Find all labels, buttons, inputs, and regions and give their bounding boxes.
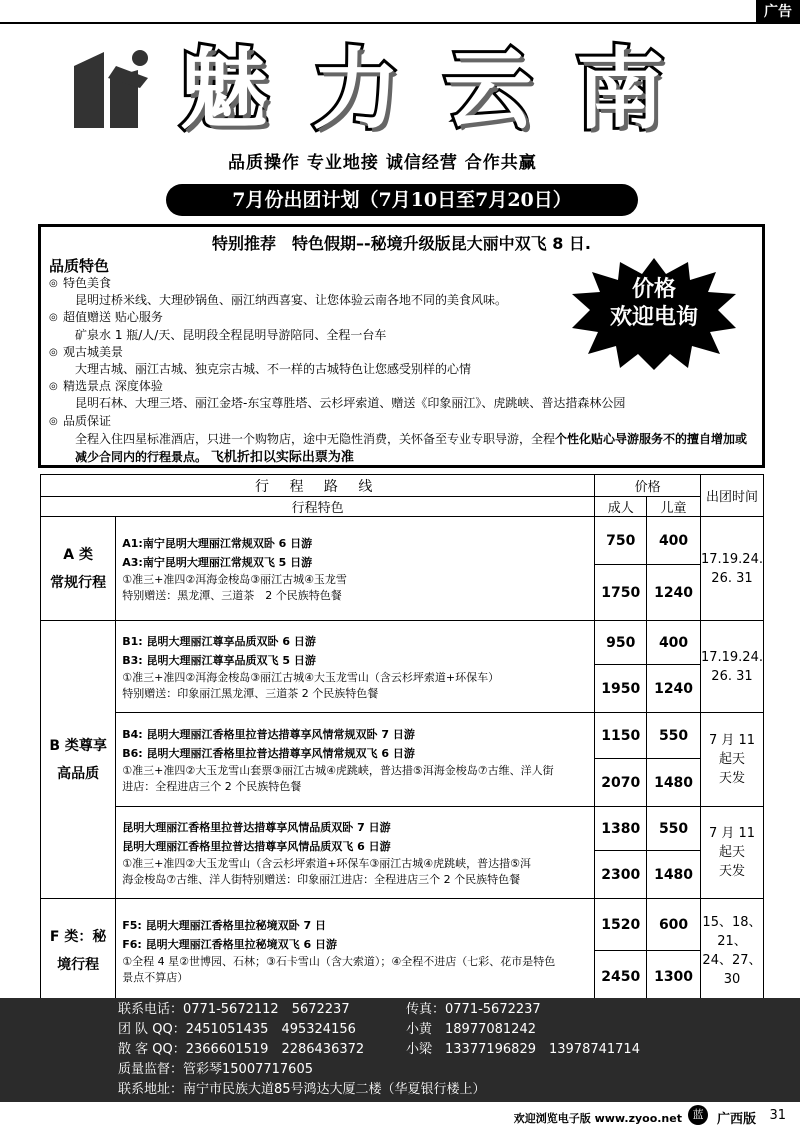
price-child: 1300 (647, 951, 701, 1003)
price-adult: 750 (595, 517, 647, 565)
top-rule (0, 22, 758, 24)
price-child: 1240 (647, 565, 701, 621)
price-adult: 1150 (595, 713, 647, 759)
price-adult: 2300 (595, 851, 647, 899)
price-adult: 2070 (595, 759, 647, 807)
feature-desc: 昆明石林、大理三塔、丽江金塔-东宝尊胜塔、云杉坪索道、赠送《印象丽江》、虎跳峡、普达措森林公园 (75, 396, 626, 411)
category-b: B 类尊享 高品质 (41, 621, 116, 899)
price-child: 1480 (647, 759, 701, 807)
price-adult: 1380 (595, 807, 647, 851)
feature-title: ◎ 超值赠送 贴心服务 (49, 309, 759, 326)
website-text: 欢迎浏览电子版 www.zyoo.net (513, 1112, 682, 1125)
category-f: F 类：秘 境行程 (41, 899, 116, 1003)
price-adult: 950 (595, 621, 647, 665)
departure-dates: 17.19.24. 26. 31 (700, 621, 763, 713)
company-logo (68, 48, 158, 132)
departure-dates: 7 月 11 起天 天发 (700, 713, 763, 807)
contact-supervisor-row: 质量监督：管彩琴15007717605 (118, 1062, 313, 1077)
brand-title: 魅力云南 (180, 38, 709, 141)
price-call-text: 价格 欢迎电询 (609, 277, 698, 330)
price-child: 1480 (647, 851, 701, 899)
edition-label: 广西版 (716, 1112, 756, 1127)
contact-footer (0, 998, 800, 1102)
plan-title: 7月份出团计划（7月10日至7月20日） (166, 184, 638, 216)
feature-title: ◎ 品质保证 (49, 413, 759, 430)
page-number: 31 (769, 1108, 786, 1123)
route-cell: F5: 昆明大理丽江香格里拉秘境双卧 7 日 F6: 昆明大理丽江香格里拉秘境双飞 6 日游 ①全程 4 星②世博园、石林；③石卡雪山（含大索道）；④全程不进店（七彩、花市是特色 景点不算店） (116, 899, 595, 1003)
feature-desc: 昆明过桥米线、大理砂锅鱼、丽江纳西喜宴、让您体验云南各地不同的美食风味。 (75, 293, 508, 308)
edition-icon: 蓝 (688, 1105, 708, 1125)
ad-tag: 广告 (756, 0, 800, 24)
contact-address-row: 联系地址：南宁市民族大道85号鸿达大厦二楼（华夏银行楼上） (118, 1082, 486, 1097)
header-date: 出团时间 (700, 475, 763, 517)
route-cell: B4: 昆明大理丽江香格里拉普达措尊享风情常规双卧 7 日游 B6: 昆明大理丽江香格里拉普达措尊享风情常规双飞 6 日游 ①准三+准四②大玉龙雪山套票③丽江古城④虎跳峡，普达措⑤洱海金梭岛⑦古维、洋人街 进店：全程进店三个 2 个民族特色餐 (116, 713, 595, 807)
price-adult: 1750 (595, 565, 647, 621)
header-adult: 成人 (595, 497, 647, 517)
route-cell: B1: 昆明大理丽江尊享品质双卧 6 日游 B3: 昆明大理丽江尊享品质双飞 5 日游 ①准三+准四②洱海金梭岛③丽江古城④大玉龙雪山（含云杉坪索道+环保车） 特别赠送：印象丽江黑龙潭、三道茶 2 个民族特色餐 (116, 621, 595, 713)
contact-team-qq-row: 团 队 QQ：2451051435 495324156 小黄 18977081242 (118, 1022, 536, 1037)
price-child: 400 (647, 517, 701, 565)
price-adult: 1950 (595, 665, 647, 713)
price-child: 400 (647, 621, 701, 665)
feature-title: ◎ 精选景点 深度体验 (49, 378, 759, 395)
contact-fit-qq-row: 散 客 QQ：2366601519 2286436372 小梁 13377196829 13978741714 (118, 1042, 640, 1057)
header-price: 价格 (595, 475, 701, 497)
feature-desc: 大理古城、丽江古城、独克宗古城、不一样的古城特色让您感受别样的心情 (75, 362, 472, 377)
warranty-text: 全程入住四星标准酒店，只进一个购物店，途中无隐性消费，关怀备至专业专职导游，全程个性化贴心导游服务不的擅自增加或减少合同内的行程景点。 飞机折扣以实际出票为准 (75, 431, 748, 465)
feature-desc: 矿泉水 1 瓶/人/天、昆明段全程昆明导游陪同、全程一台车 (75, 327, 387, 342)
feature-title: ◎ 特色美食 (49, 275, 759, 292)
departure-dates: 15、18、21、 24、27、30 (700, 899, 763, 1003)
price-adult: 1520 (595, 899, 647, 951)
page-bottom (0, 1102, 800, 1128)
feature-heading: 品质特色 (49, 257, 110, 275)
itinerary-table (40, 474, 764, 1003)
route-cell: A1:南宁昆明大理丽江常规双卧 6 日游 A3:南宁昆明大理丽江常规双飞 5 日游 ①准三+准四②洱海金梭岛③丽江古城④玉龙雪 特别赠送：黑龙潭、三道茶 2 个民族特色餐 (116, 517, 595, 621)
price-adult: 2450 (595, 951, 647, 1003)
category-a: A 类 常规行程 (41, 517, 116, 621)
recommend-line: 特别推荐 特色假期–-秘境升级版昆大丽中双飞 8 日. (212, 234, 591, 253)
header-child: 儿童 (647, 497, 701, 517)
price-child: 600 (647, 899, 701, 951)
route-cell: 昆明大理丽江香格里拉普达措尊享风情品质双卧 7 日游 昆明大理丽江香格里拉普达措尊享风情品质双飞 6 日游 ①准三+准四②大玉龙雪山（含云杉坪索道+环保车③丽江古城④虎跳峡，普达措⑤洱 海金梭岛⑦古维、洋人街特别赠送：印象丽江进店：全程进店三个 2 个民族特色餐 (116, 807, 595, 899)
header-route: 行 程 路 线 (41, 475, 595, 497)
price-child: 550 (647, 713, 701, 759)
header-feature: 行程特色 (41, 497, 595, 517)
slogan: 品质操作 专业地接 诚信经营 合作共赢 (228, 153, 537, 173)
price-child: 1240 (647, 665, 701, 713)
departure-dates: 17.19.24. 26. 31 (700, 517, 763, 621)
contact-phone-row: 联系电话：0771-5672112 5672237 传真：0771-5672237 (118, 1002, 541, 1017)
price-child: 550 (647, 807, 701, 851)
departure-dates: 7 月 11 起天 天发 (700, 807, 763, 899)
feature-title: ◎ 观古城美景 (49, 344, 759, 361)
